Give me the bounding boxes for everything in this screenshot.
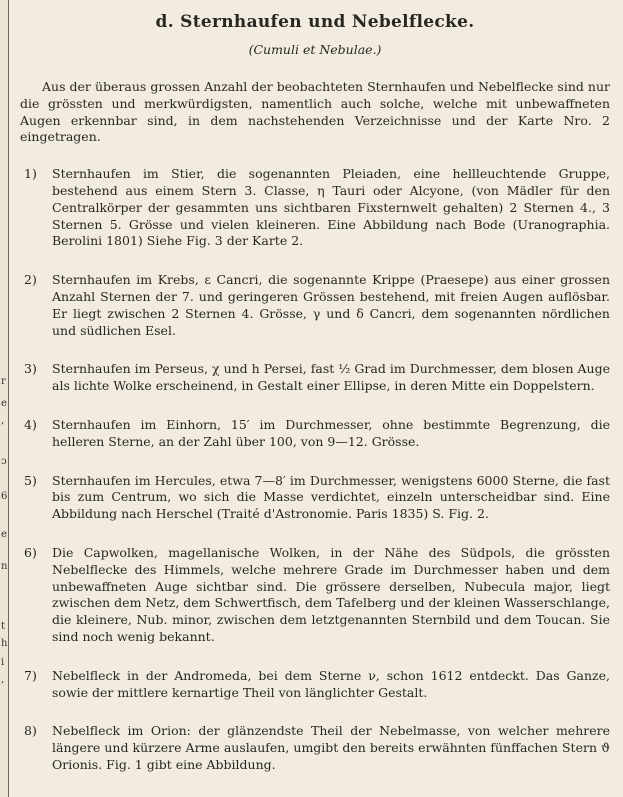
entry-text: Nebelfleck in der Andromeda, bei dem Sterne ν, schon 1612 entdeckt. Das Ganze, sowie der mittlere kernartige Theil von länglichter Gestalt. (52, 667, 610, 700)
catalog-entry (20, 417, 610, 451)
margin-fragment: i (1, 657, 5, 668)
catalog-entry (20, 668, 610, 702)
entry-number: 3) (24, 361, 37, 377)
entry-text: Sternhaufen im Perseus, χ und h Persei, fast ½ Grad im Durchmesser, dem blosen Auge als lichte Wolke erscheinend, in Gestalt einer Ellipse, in deren Mitte ein Doppelstern. (52, 361, 610, 394)
entry-number: 2) (24, 272, 37, 288)
catalog-entry (20, 166, 610, 250)
entry-text: Sternhaufen im Einhorn, 15′ im Durchmesser, ohne bestimmte Begrenzung, die helleren Sterne, an der Zahl über 100, von 9—12. Grösse. (52, 416, 610, 449)
document-page (20, 10, 610, 796)
margin-fragment: 6 (1, 491, 8, 502)
section-title: d. Sternhaufen und Nebelflecke. (155, 12, 475, 32)
entry-text: Sternhaufen im Krebs, ε Cancri, die sogenannte Krippe (Praesepe) aus einer grossen Anzahl Sternen der 7. und geringeren Grössen bestehend, mit freien Augen auflösbar. Er liegt zwischen 2 Sternen 4. Grösse, γ und δ Cancri, dem sogenannten nördlichen und südlichen Esel. (52, 272, 610, 338)
catalog-entry (20, 272, 610, 339)
margin-fragment: e (1, 398, 7, 409)
catalog-entry (20, 545, 610, 646)
margin-fragment: , (1, 415, 5, 426)
margin-fragment: n (1, 561, 8, 572)
catalog-entry (20, 723, 610, 773)
margin-fragment: r (1, 376, 6, 387)
margin-fragment: h (1, 638, 8, 649)
section-subtitle: (Cumuli et Nebulae.) (248, 42, 382, 57)
entry-text: Nebelfleck im Orion: der glänzendste Theil der Nebelmasse, von welcher mehrere längere und kürzere Arme auslaufen, umgibt den bereits erwähnten fünffachen Stern ϑ Orionis. Fig. 1 gibt eine Abbildung. (52, 723, 610, 772)
entry-text: Die Capwolken, magellanische Wolken, in der Nähe des Südpols, die grössten Nebelflecke des Himmels, welche mehrere Grade im Durchmesser haben und dem unbewaffneten Auge sichtbar sind. Die grössere derselben, Nubecula major, liegt zwischen dem Netz, dem Schwertfisch, dem Tafelberg und der kleinen Wasserschlange, die kleinere, Nub. minor, zwischen dem letztgenannten Sternbild und dem Toucan. Sie sind noch wenig bekannt. (52, 544, 611, 644)
intro-paragraph: Aus der überaus grossen Anzahl der beobachteten Sternhaufen und Nebelflecke sind nur die grössten und merkwürdigsten, namentlich auch solche, welche mit unbewaffneten Augen erkennbar sind, in dem nachstehenden Verzeichnisse und der Karte Nro. 2 eingetragen. (20, 79, 610, 145)
margin-fragments (0, 0, 8, 797)
catalog-entry (20, 473, 610, 523)
entry-text: Sternhaufen im Hercules, etwa 7—8′ im Durchmesser, wenigstens 6000 Sterne, die fast bis zum Centrum, wo sich die Masse verdichtet, einzeln unterscheidbar sind. Eine Abbildung nach Herschel (Traité d'Astronomie. Paris 1835) S. Fig. 2. (52, 472, 610, 522)
entry-number: 1) (24, 166, 37, 182)
catalog-list (20, 166, 610, 774)
catalog-entry (20, 361, 610, 395)
entry-number: 8) (24, 723, 37, 739)
margin-fragment: , (1, 674, 5, 685)
entry-number: 7) (24, 667, 37, 683)
entry-number: 6) (24, 544, 37, 560)
entry-number: 5) (24, 472, 37, 488)
entry-number: 4) (24, 416, 37, 432)
margin-fragment: t (1, 621, 6, 632)
margin-fragment: e (1, 529, 7, 540)
margin-fragment: ɔ (1, 456, 7, 467)
entry-text: Sternhaufen im Stier, die sogenannten Pleiaden, eine hellleuchtende Gruppe, bestehend aus einem Stern 3. Classe, η Tauri oder Alcyone, (von Mädler für den Centralkörper der gesammten uns sichtbaren Fixsternwelt gehalten) 2 Sternen 4., 3 Sternen 5. Grösse und vielen kleineren. Eine Abbildung nach Bode (Uranographia. Berolini 1801) Siehe Fig. 3 der Karte 2. (52, 166, 610, 249)
